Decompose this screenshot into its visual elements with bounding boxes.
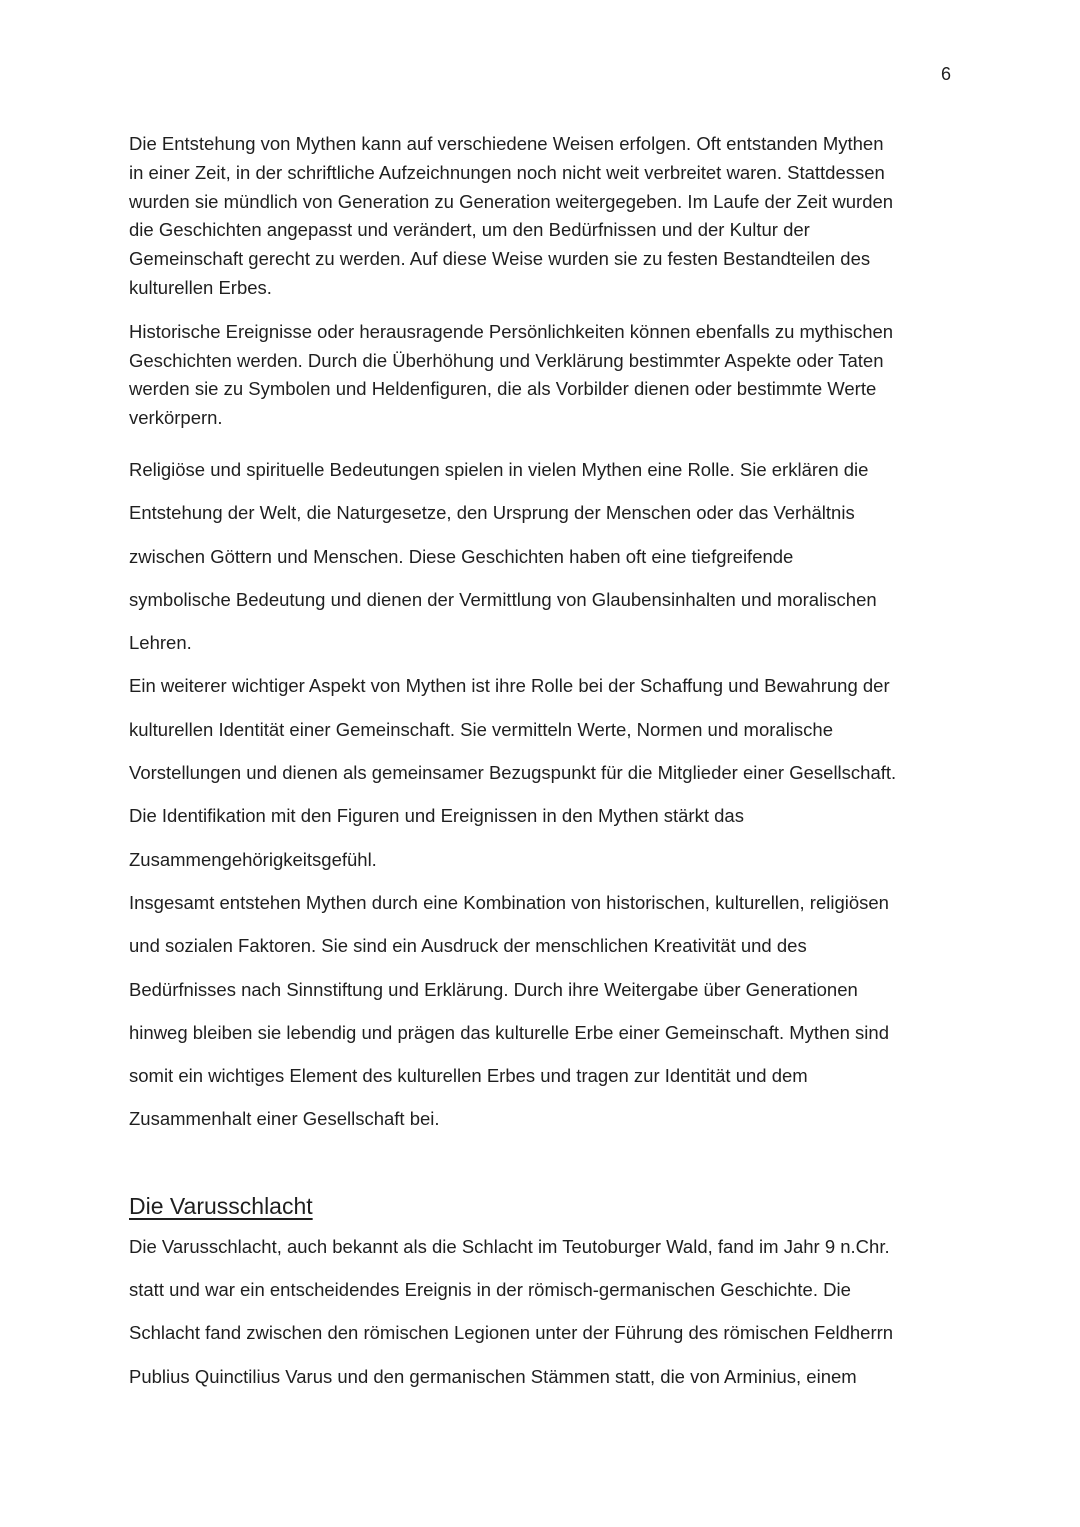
text-line: und sozialen Faktoren. Sie sind ein Ausdruck der menschlichen Kreativität und des bbox=[129, 935, 807, 957]
paragraph-religious-meaning bbox=[129, 448, 949, 664]
text-line: statt und war ein entscheidendes Ereignis in der römisch-germanischen Geschichte. Die bbox=[129, 1279, 851, 1301]
text-line: die Geschichten angepasst und verändert, um den Bedürfnissen und der Kultur der bbox=[129, 219, 810, 241]
paragraph-varus-battle bbox=[129, 1225, 949, 1398]
text-line: Historische Ereignisse oder herausragende Persönlichkeiten können ebenfalls zu mythischen bbox=[129, 320, 894, 342]
paragraph-summary bbox=[129, 881, 949, 1141]
text-line: Lehren. bbox=[129, 632, 192, 654]
text-line: Die Entstehung von Mythen kann auf verschiedene Weisen erfolgen. Oft entstanden Mythen bbox=[129, 133, 884, 154]
text-line: Bedürfnisses nach Sinnstiftung und Erklärung. Durch ihre Weitergabe über Generationen bbox=[129, 978, 858, 1000]
text-line: somit ein wichtiges Element des kulturellen Erbes und tragen zur Identität und dem bbox=[129, 1065, 808, 1087]
text-line: Zusammengehörigkeitsgefühl. bbox=[129, 848, 377, 870]
text-line: Zusammenhalt einer Gesellschaft bei. bbox=[129, 1108, 440, 1130]
text-line: wurden sie mündlich von Generation zu Generation weitergegeben. Im Laufe der Zeit wurden bbox=[129, 190, 894, 212]
text-line: Schlacht fand zwischen den römischen Legionen unter der Führung des römischen Feldherrn bbox=[129, 1322, 894, 1344]
text-line: Entstehung der Welt, die Naturgesetze, den Ursprung der Menschen oder das Verhältnis bbox=[129, 502, 855, 524]
text-line: verkörpern. bbox=[129, 407, 223, 429]
paragraph-myth-origins bbox=[129, 130, 949, 303]
page-content bbox=[129, 130, 949, 1398]
section-heading: Die Varusschlacht bbox=[129, 1192, 313, 1219]
text-line: kulturellen Identität einer Gemeinschaft. Sie vermitteln Werte, Normen und moralische bbox=[129, 718, 834, 740]
text-line: symbolische Bedeutung und dienen der Vermittlung von Glaubensinhalten und moralischen bbox=[129, 588, 877, 610]
text-line: Religiöse und spirituelle Bedeutungen spielen in vielen Mythen eine Rolle. Sie erklären die bbox=[129, 458, 869, 480]
text-line: hinweg bleiben sie lebendig und prägen das kulturelle Erbe einer Gemeinschaft. Mythen sind bbox=[129, 1021, 889, 1043]
text-line: Publius Quinctilius Varus und den germanischen Stämmen statt, die von Arminius, einem bbox=[129, 1365, 857, 1387]
text-line: Geschichten werden. Durch die Überhöhung und Verklärung bestimmter Aspekte oder Taten bbox=[129, 349, 884, 371]
text-line: Gemeinschaft gerecht zu werden. Auf diese Weise wurden sie zu festen Bestandteilen des bbox=[129, 248, 871, 270]
text-line: in einer Zeit, in der schriftliche Aufzeichnungen noch nicht weit verbreitet waren. Stattdessen bbox=[129, 161, 885, 183]
text-line: Die Identifikation mit den Figuren und Ereignissen in den Mythen stärkt das bbox=[129, 805, 744, 827]
text-line: Insgesamt entstehen Mythen durch eine Kombination von historischen, kulturellen, religiösen bbox=[129, 891, 889, 913]
paragraph-cultural-identity bbox=[129, 664, 949, 880]
text-line: Die Varusschlacht, auch bekannt als die Schlacht im Teutoburger Wald, fand im Jahr 9 n.Chr. bbox=[129, 1235, 890, 1257]
page-number: 6 bbox=[941, 64, 952, 84]
text-line: kulturellen Erbes. bbox=[129, 276, 272, 298]
text-line: zwischen Göttern und Menschen. Diese Geschichten haben oft eine tiefgreifende bbox=[129, 545, 794, 567]
text-line: Ein weiterer wichtiger Aspekt von Mythen ist ihre Rolle bei der Schaffung und Bewahrung der bbox=[129, 675, 890, 697]
text-line: Vorstellungen und dienen als gemeinsamer Bezugspunkt für die Mitglieder einer Gesellschaft. bbox=[129, 762, 897, 784]
paragraph-historical-events bbox=[129, 318, 949, 433]
text-line: werden sie zu Symbolen und Heldenfiguren, die als Vorbilder dienen oder bestimmte Werte bbox=[129, 378, 877, 400]
